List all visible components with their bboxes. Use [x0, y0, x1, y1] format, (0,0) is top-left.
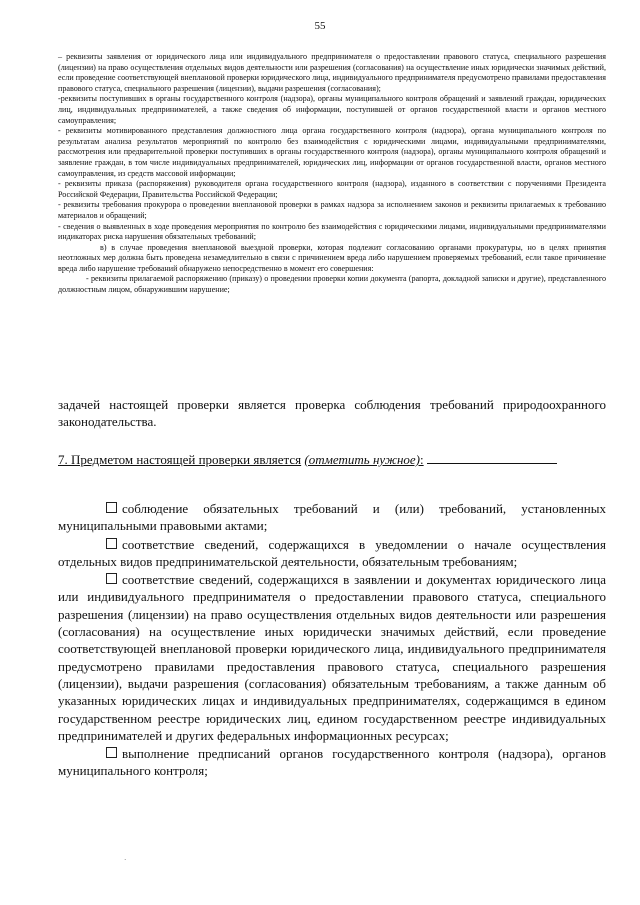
requisite-item: - реквизиты прилагаемой распоряжению (приказу) о проведении проверки копии документа (рапорта, докладной записки и другие), представленного должностным лицом, обнаружившим нарушение;	[58, 274, 606, 295]
requisites-list	[58, 52, 606, 296]
clause-v: в) в случае проведения внеплановой выездной проверки, которая подлежит согласованию органами прокуратуры, но в целях принятия неотложных мер должна быть проведена незамедлительно в связи с причинением вреда либо нарушением проверяемых требований, если такое причинение вреда либо нарушение требований обнаружено непосредственно в момент его совершения:	[58, 242, 606, 273]
checkbox-icon[interactable]	[106, 573, 117, 584]
page-number: 55	[314, 20, 326, 32]
inspection-subject-options	[58, 500, 606, 781]
option-item	[58, 745, 606, 780]
option-text: соблюдение обязательных требований и (или) требований, установленных муниципальными правовыми актами;	[58, 501, 606, 534]
option-text: соответствие сведений, содержащихся в уведомлении о начале осуществления отдельных видов предпринимательской деятельности, обязательным требованиям;	[58, 536, 606, 569]
section-7-note: (отметить нужное)	[304, 452, 420, 467]
option-item	[58, 536, 606, 571]
fill-in-line	[427, 451, 557, 464]
option-item	[58, 500, 606, 535]
requisite-item: - сведения о выявленных в ходе проведения мероприятия по контролю без взаимодействия с юридическими лицами, индивидуальными предпринимателями индикаторах риска нарушения обязательных требований;	[58, 221, 606, 242]
option-text: выполнение предписаний органов государственного контроля (надзора), органов муниципального контроля;	[58, 746, 606, 779]
checkbox-icon[interactable]	[106, 502, 117, 513]
section-7-heading	[58, 451, 606, 468]
inspection-task-text: задачей настоящей проверки является проверка соблюдения требований природоохранного законодательства.	[58, 397, 606, 430]
checkbox-icon[interactable]	[106, 747, 117, 758]
checkbox-icon[interactable]	[106, 538, 117, 549]
inspection-task-paragraph	[58, 396, 606, 430]
option-text: соответствие сведений, содержащихся в заявлении и документах юридического лица или индивидуального предпринимателя о предоставлении правового статуса, специального разрешения (лицензии) на право осуществления отдельных видов деятельности или разрешения (согласования) на осуществление иных юридически значимых действий, если проведение соответствующей внеплановой проверки юридического лица, индивидуального предпринимателя предусмотрено правилами предоставления правового статуса, специального разрешения (лицензии), выдачи разрешения (согласования) обязательным требованиям, а также данным об указанных юридических лицах и индивидуальных предпринимателях, содержащимся в едином государственном реестре юридических лиц, едином государственном реестре индивидуальных предпринимателей и других федеральных информационных ресурсах;	[58, 572, 606, 743]
scan-mark: ·	[124, 856, 127, 864]
requisite-item: - реквизиты требования прокурора о проведении внеплановой проверки в рамках надзора за исполнением законов и реквизиты прилагаемых к требованию материалов и обращений;	[58, 200, 606, 220]
section-7-colon: :	[420, 452, 424, 467]
section-7-title: 7. Предметом настоящей проверки является	[58, 452, 302, 467]
requisite-item: - реквизиты мотивированного представления должностного лица органа государственного контроля (надзора), органа муниципального контроля по результатам анализа результатов мероприятий по контролю без взаимодействия с юридическими лицами, индивидуальными предпринимателями, рассмотрения или предварительной проверки поступивших в органы государственного контроля (надзора), органы муниципального контроля обращений и заявление граждан, в том числе индивидуальных предпринимателей, юридических лиц, информации от органов государственной власти, органов местного самоуправления, из средств массовой информации;	[58, 126, 606, 178]
requisite-item: - реквизиты приказа (распоряжения) руководителя органа государственного контроля (надзора), изданного в соответствии с поручениями Президента Российской Федерации, Правительства Российской Федерации;	[58, 179, 606, 199]
option-item	[58, 571, 606, 744]
requisite-item: -реквизиты поступивших в органы государственного контроля (надзора), органы муниципального контроля обращений и заявлений граждан, юридических лиц, индивидуальных предпринимателей, а также сведения об информации, поступившей от органов государственной власти и органов местного самоуправления;	[58, 94, 606, 125]
requisite-item: – реквизиты заявления от юридического лица или индивидуального предпринимателя о предоставлении правового статуса, специального разрешения (лицензии) на право осуществления отдельных видов деятельности или разрешения (согласования) на осуществление иных юридически значимых действий, если проведение соответствующей внеплановой проверки юридического лица, индивидуального предпринимателя предусмотрено правилами предоставления правового статуса, специального разрешения (лицензии), выдачи разрешения (согласования);	[58, 52, 606, 93]
